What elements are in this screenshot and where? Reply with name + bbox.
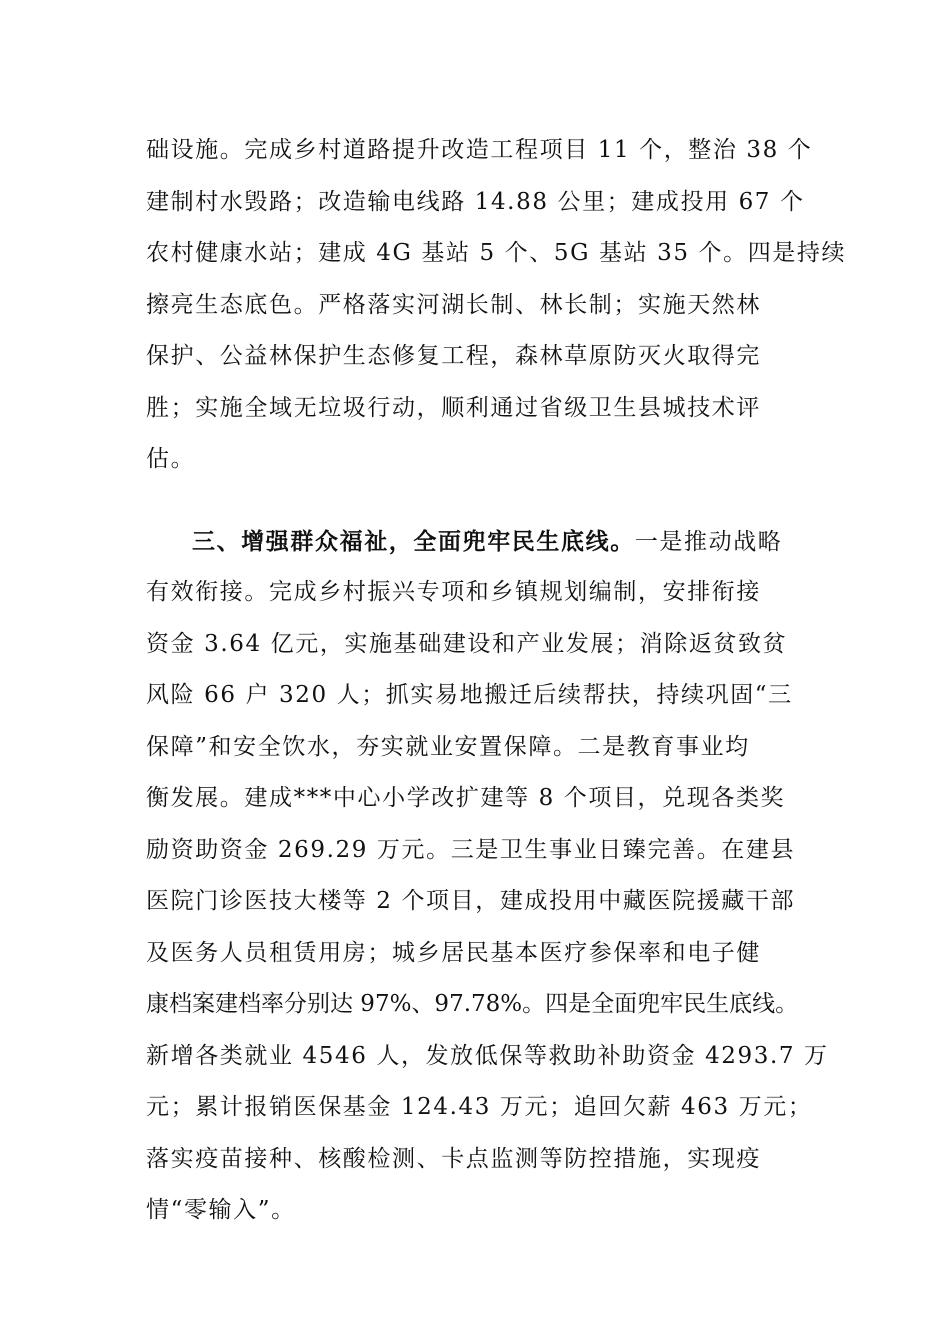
text-line: 保护、公益林保护生态修复工程，森林草原防灭火取得完 [146,343,761,369]
text-line: 及医务人员租赁用房；城乡居民基本医疗参保率和电子健 [146,939,761,966]
text-line: 情“零输入”。 [146,1197,296,1223]
text-line: 励资助资金 269.29 万元。三是卫生事业日臻完善。在建县 [146,836,796,863]
paragraph-livelihood [146,516,829,1237]
text-line: 风险 66 户 320 人；抓实易地搬迁后续帮扶，持续巩固“三 [146,682,793,708]
text-line: 估。 [146,446,196,472]
text-line: 农村健康水站；建成 4G 基站 5 个、5G 基站 35 个。四是持续 [146,240,847,266]
text-line: 资金 3.64 亿元，实施基础建设和产业发展；消除返贫致贫 [146,630,788,657]
text-line: 衡发展。建成***中心小学改扩建等 8 个项目，兑现各类奖 [146,785,786,811]
text-line: 建制村水毁路；改造输电线路 14.88 公里；建成投用 67 个 [146,188,805,215]
text-line: 胜；实施全域无垃圾行动，顺利通过省级卫生县城技术评 [146,394,761,421]
text-line: 擦亮生态底色。严格落实河湖长制、林长制；实施天然林 [146,291,761,318]
text-line: 础设施。完成乡村道路提升改造工程项目 11 个，整治 38 个 [146,137,813,163]
text-line: 新增各类就业 4546 人，发放低保等救助补助资金 4293.7 万 [146,1042,829,1069]
heading-continuation: 一是推动战略 [634,528,783,555]
text-line: 有效衔接。完成乡村振兴专项和乡镇规划编制，安排衔接 [146,579,761,605]
paragraph-infrastructure [146,125,847,486]
text-line: 落实疫苗接种、核酸检测、卡点监测等防控措施，实现疫 [146,1145,761,1172]
text-line [146,516,816,568]
text-line: 元；累计报销医保基金 124.43 万元；追回欠薪 463 万元； [146,1094,813,1120]
text-line: 保障”和安全饮水，夯实就业安置保障。二是教育事业均 [146,733,750,760]
text-line: 康档案建档率分别达 97%、97.78%。四是全面兜牢民生底线。 [146,991,799,1017]
text-line: 医院门诊医技大楼等 2 个项目，建成投用中藏医院援藏干部 [146,888,796,914]
section-heading: 三、增强群众福祉，全面兜牢民生底线。 [192,527,635,555]
document-page [146,125,847,1237]
